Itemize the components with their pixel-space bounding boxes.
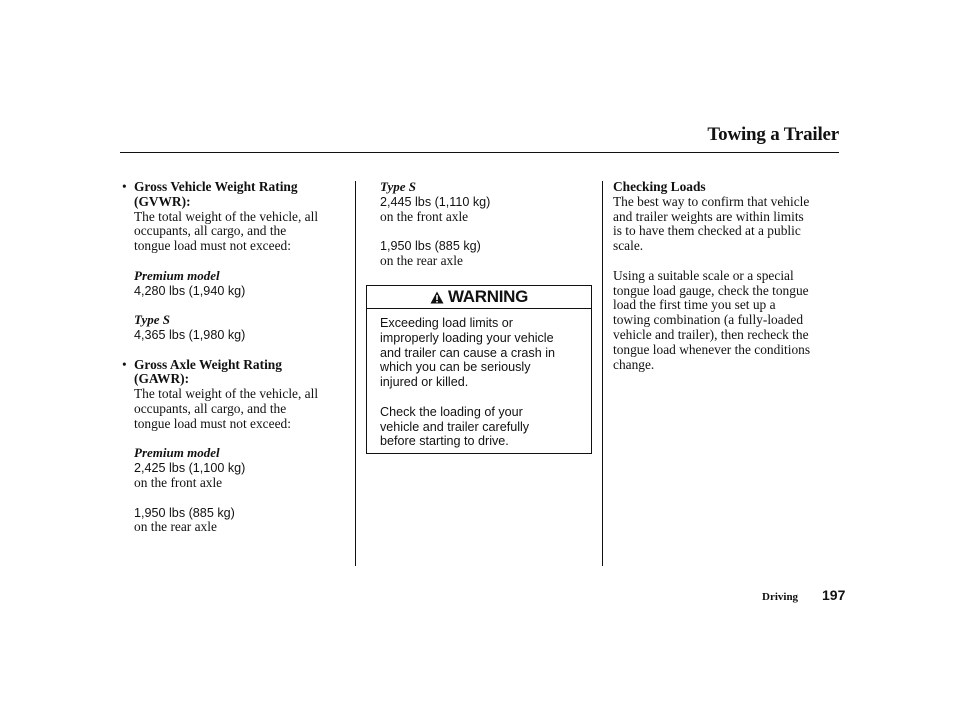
gawr-description: The total weight of the vehicle, all occupants, all cargo, and the tongue load must not exceed:: [134, 386, 319, 431]
gawr-heading: Gross Axle Weight Rating (GAWR):: [134, 356, 282, 387]
gvwr-section: [122, 180, 347, 343]
bullet: •: [122, 356, 127, 372]
column-divider-2: [602, 181, 603, 566]
gvwr-heading: Gross Vehicle Weight Rating (GVWR):: [134, 179, 298, 209]
column-left: [122, 180, 347, 535]
footer-section-label: Driving: [762, 591, 799, 603]
gawr-types-label: Type S: [380, 179, 416, 194]
gvwr-types-value: 4,365 lbs (1,980 kg): [134, 327, 246, 342]
page-number: 197: [822, 587, 846, 603]
gawr-types-front-value: 2,445 lbs (1,110 kg): [380, 194, 491, 209]
gvwr-premium-value: 4,280 lbs (1,940 kg): [134, 283, 246, 298]
checking-loads-heading: Checking Loads: [613, 179, 706, 194]
warning-box: [366, 285, 592, 454]
warning-triangle-icon: [430, 291, 444, 304]
gawr-premium-front-desc: on the front axle: [134, 474, 223, 490]
gawr-premium-rear-value: 1,950 lbs (885 kg): [134, 505, 235, 520]
gawr-premium-label: Premium model: [134, 445, 220, 461]
title-rule: [120, 152, 839, 153]
gawr-types-rear-desc: on the rear axle: [380, 252, 463, 268]
gawr-types-front-desc: on the front axle: [380, 208, 469, 224]
gawr-premium-rear-desc: on the rear axle: [134, 519, 217, 535]
column-middle: [380, 180, 590, 269]
checking-loads-para-1: The best way to confirm that vehicle and trailer weights are within limits is to have them checked at a public scale.: [613, 193, 810, 254]
page-title: Towing a Trailer: [707, 124, 839, 145]
warning-para-1: Exceeding load limits or improperly loading your vehicle and trailer can cause a crash in which you can be seriously injured or killed.: [380, 316, 556, 390]
gawr-premium-front-value: 2,425 lbs (1,100 kg): [134, 461, 246, 476]
gawr-section: [122, 358, 347, 536]
gvwr-description: The total weight of the vehicle, all occupants, all cargo, and the tongue load must not exceed:: [134, 208, 319, 254]
warning-header: [367, 286, 591, 309]
warning-para-2: Check the loading of your vehicle and trailer carefully before starting to drive.: [380, 404, 530, 449]
column-divider-1: [355, 181, 356, 566]
checking-loads-para-2: Using a suitable scale or a special tongue load gauge, check the tongue load the first time you set up a towing combination (a fully-loaded vehicle and trailer), then recheck the tongue load whenever the conditions change.: [613, 267, 811, 372]
column-right: [613, 180, 843, 372]
gvwr-premium-label: Premium model: [134, 267, 220, 283]
gawr-types-rear-value: 1,950 lbs (885 kg): [380, 239, 481, 254]
gvwr-types-label: Type S: [134, 312, 170, 328]
bullet: •: [122, 179, 127, 194]
warning-body: [367, 309, 591, 449]
warning-heading: WARNING: [447, 287, 529, 306]
